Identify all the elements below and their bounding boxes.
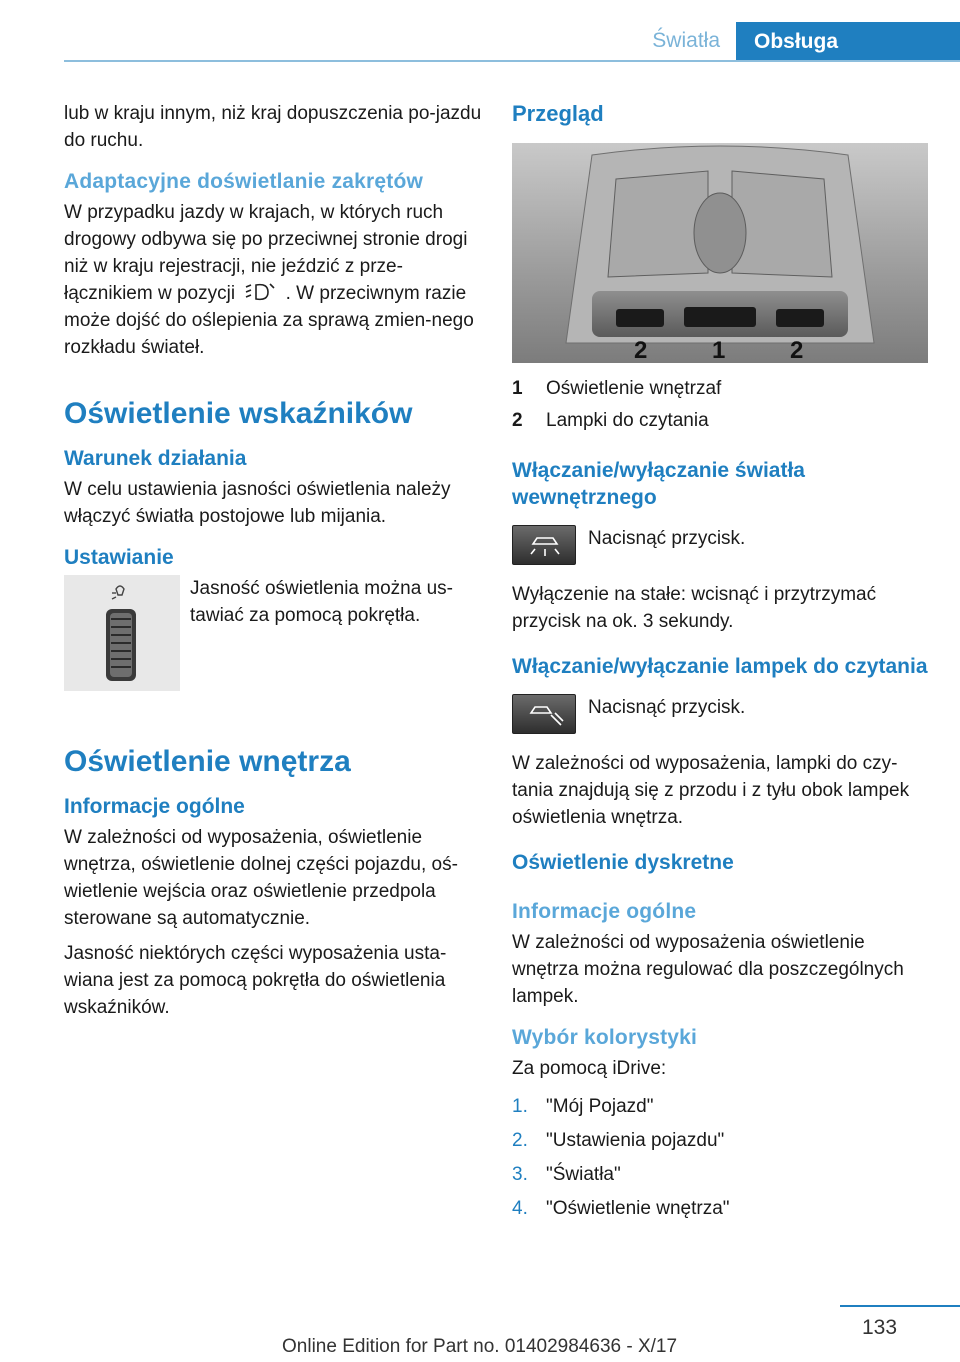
paragraph-idrive: Za pomocą iDrive: — [512, 1058, 667, 1079]
heading-general-info: Informacje ogólne — [64, 795, 245, 818]
right-column — [512, 100, 928, 1226]
heading-adjusting: Ustawianie — [64, 546, 174, 569]
list-item: 3. "Światła" — [512, 1164, 621, 1185]
left-column — [64, 100, 482, 1029]
steps-list — [512, 1090, 928, 1226]
list-item: 4. "Oświetlenie wnętrza" — [512, 1198, 730, 1219]
header-section-title: Światła — [652, 29, 720, 52]
overhead-console-photo — [512, 143, 928, 363]
photo-label-reading-right: 2 — [790, 337, 804, 363]
paragraph-press-button-1: Nacisnąć przycisk. — [588, 528, 746, 549]
heading-interior-lighting: Oświetlenie wnętrza — [64, 745, 351, 778]
paragraph-adjusting: Jasność oświetlenia można us-tawiać za pomocą pokrętła. — [190, 578, 453, 626]
header-divider — [64, 60, 960, 62]
paragraph-general-info-1: W zależności od wyposażenia, oświetlenie wnętrza, oświetlenie dolnej części pojazdu, oś-wietlenie wejścia oraz oświetlenie przedpola sterowane są automatycznie. — [64, 827, 458, 929]
paragraph-ambient-lighting: W zależności od wyposażenia oświetlenie wnętrza można regulować dla poszczególnych lampek. — [512, 932, 904, 1007]
header-tab-obsluga: Obsługa — [736, 22, 960, 62]
interior-light-button-icon — [512, 525, 576, 565]
paragraph-general-info-2: Jasność niektórych części wyposażenia usta-wiana jest za pomocą pokrętła do oświetlenia wskaźników. — [64, 943, 447, 1018]
heading-color-selection: Wybór kolorystyki — [512, 1026, 698, 1049]
legend-item: 1 Oświetlenie wnętrzaf — [512, 378, 722, 399]
heading-reading-light-switch: Włączanie/wyłączanie lampek do czytania — [512, 655, 928, 678]
heading-overview: Przegląd — [512, 101, 604, 126]
list-item: 1. "Mój Pojazd" — [512, 1096, 654, 1117]
paragraph-adaptive-lighting — [64, 199, 482, 361]
heading-ambient-general-info: Informacje ogólne — [512, 900, 697, 923]
paragraph-reading-lights: W zależności od wyposażenia, lampki do czy-tania znajdują się z przodu i z tyłu obok lampek oświetlenia wnętrza. — [512, 753, 910, 828]
heading-ambient-lighting: Oświetlenie dyskretne — [512, 851, 734, 874]
photo-label-interior: 1 — [712, 337, 726, 363]
thumbwheel-image — [64, 575, 180, 691]
legend — [512, 373, 928, 437]
reading-light-button-icon — [512, 694, 576, 734]
legend-item: 2 Lampki do czytania — [512, 410, 709, 431]
switch-position-icon — [240, 281, 280, 303]
heading-operating-condition: Warunek działania — [64, 447, 247, 470]
heading-interior-light-switch: Włączanie/wyłączanie światła wewnętrznego — [512, 459, 805, 509]
paragraph-intro: lub w kraju innym, niż kraj dopuszczenia po-jazdu do ruchu. — [64, 103, 482, 151]
page-number: 133 — [862, 1316, 898, 1339]
paragraph-press-button-2: Nacisnąć przycisk. — [588, 697, 746, 718]
list-item: 2. "Ustawienia pojazdu" — [512, 1130, 725, 1151]
adaptive-text-b: . W przeciwnym razie może dojść do oślepienia za sprawą zmien-nego rozkładu świateł. — [64, 283, 474, 358]
edition-note: Online Edition for Part no. 01402984636 - X/17 — [282, 1336, 678, 1357]
paragraph-permanent-off: Wyłączenie na stałe: wcisnąć i przytrzymać przycisk na ok. 3 sekundy. — [512, 584, 877, 632]
heading-instrument-lighting: Oświetlenie wskaźników — [64, 397, 413, 430]
adaptive-text-a: W przypadku jazdy w krajach, w których ruch drogowy odbywa się po przeciwnej stronie drogi niż w kraju rejestracji, nie jeździć z prze-łącznikiem w pozycji — [64, 202, 468, 304]
footer-divider — [840, 1305, 960, 1307]
paragraph-operating-condition: W celu ustawienia jasności oświetlenia należy włączyć światła postojowe lub mijania. — [64, 479, 451, 527]
photo-label-reading-left: 2 — [634, 337, 648, 363]
heading-adaptive-lighting: Adaptacyjne doświetlanie zakrętów — [64, 170, 424, 193]
